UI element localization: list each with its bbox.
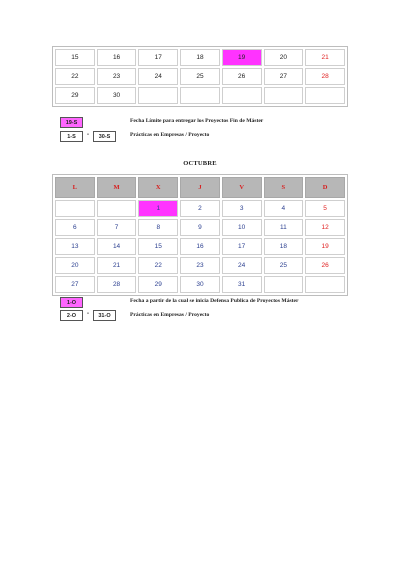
- empty-cell: [264, 276, 304, 293]
- empty-cell: [55, 200, 95, 217]
- day-cell: 6: [55, 219, 95, 236]
- legend-dash: -: [87, 132, 89, 138]
- day-cell: 5: [305, 200, 345, 217]
- day-cell: 13: [55, 238, 95, 255]
- week-row: [55, 257, 345, 274]
- day-cell: 20: [55, 257, 95, 274]
- day-cell: 17: [222, 238, 262, 255]
- day-cell: 29: [55, 87, 95, 104]
- day-cell: 19: [222, 49, 262, 66]
- weekday-header: V: [222, 177, 262, 198]
- day-cell: 27: [264, 68, 304, 85]
- legend-box-start: 19-S: [60, 117, 83, 128]
- day-cell: 18: [264, 238, 304, 255]
- day-cell: 11: [264, 219, 304, 236]
- weekday-header: D: [305, 177, 345, 198]
- day-cell: 20: [264, 49, 304, 66]
- month-title: OCTUBRE: [183, 160, 217, 167]
- day-cell: 21: [305, 49, 345, 66]
- legend2-box-start: 1-O: [60, 297, 83, 308]
- week-row: [55, 200, 345, 217]
- day-cell: 16: [180, 238, 220, 255]
- week-row: [55, 68, 345, 85]
- legend-text-line1: Fecha Límite para entregar los Proyectos Fin de Máster: [130, 118, 264, 124]
- day-cell: 23: [97, 68, 137, 85]
- weekday-header: M: [97, 177, 137, 198]
- weekday-header: S: [264, 177, 304, 198]
- legend-box-to: 30-S: [93, 131, 116, 142]
- empty-cell: [222, 87, 262, 104]
- day-cell: 19: [305, 238, 345, 255]
- legend-text-line2: Prácticas en Empresas / Proyecto: [130, 132, 210, 138]
- day-cell: 4: [264, 200, 304, 217]
- day-cell: 7: [97, 219, 137, 236]
- day-cell: 9: [180, 219, 220, 236]
- day-cell: 12: [305, 219, 345, 236]
- day-cell: 10: [222, 219, 262, 236]
- day-cell: 2: [180, 200, 220, 217]
- day-cell: 31: [222, 276, 262, 293]
- day-cell: 29: [138, 276, 178, 293]
- weekday-header: L: [55, 177, 95, 198]
- day-cell: 25: [180, 68, 220, 85]
- day-cell: 30: [180, 276, 220, 293]
- legend-box-from: 1-S: [60, 131, 83, 142]
- week-row: [55, 219, 345, 236]
- day-cell: 23: [180, 257, 220, 274]
- week-row: [55, 87, 345, 104]
- day-cell: 28: [97, 276, 137, 293]
- day-cell: 24: [222, 257, 262, 274]
- day-cell: 8: [138, 219, 178, 236]
- day-cell: 16: [97, 49, 137, 66]
- legend2-box-from: 2-O: [60, 310, 83, 321]
- empty-cell: [97, 200, 137, 217]
- empty-cell: [264, 87, 304, 104]
- weekday-header: X: [138, 177, 178, 198]
- weekday-header: J: [180, 177, 220, 198]
- day-cell: 18: [180, 49, 220, 66]
- day-cell: 27: [55, 276, 95, 293]
- day-cell: 26: [222, 68, 262, 85]
- legend2-text-line1: Fecha a partir de la cual se inicia Defensa Publica de Proyectos Máster: [130, 298, 299, 304]
- september-calendar: [52, 46, 348, 107]
- day-cell: 26: [305, 257, 345, 274]
- day-cell: 22: [55, 68, 95, 85]
- day-cell: 14: [97, 238, 137, 255]
- legend2-dash: -: [87, 311, 89, 317]
- legend2-text-line2: Prácticas en Empresas / Proyecto: [130, 312, 210, 318]
- day-cell: 24: [138, 68, 178, 85]
- day-cell: 15: [138, 238, 178, 255]
- week-row: [55, 276, 345, 293]
- week-row: [55, 49, 345, 66]
- day-cell: 21: [97, 257, 137, 274]
- day-cell: 17: [138, 49, 178, 66]
- week-row: [55, 238, 345, 255]
- empty-cell: [180, 87, 220, 104]
- day-cell: 30: [97, 87, 137, 104]
- day-cell: 3: [222, 200, 262, 217]
- day-cell: 28: [305, 68, 345, 85]
- october-calendar: [52, 174, 348, 296]
- day-cell: 25: [264, 257, 304, 274]
- day-cell: 1: [138, 200, 178, 217]
- day-cell: 22: [138, 257, 178, 274]
- legend2-box-to: 31-O: [93, 310, 116, 321]
- empty-cell: [138, 87, 178, 104]
- day-cell: 15: [55, 49, 95, 66]
- empty-cell: [305, 276, 345, 293]
- empty-cell: [305, 87, 345, 104]
